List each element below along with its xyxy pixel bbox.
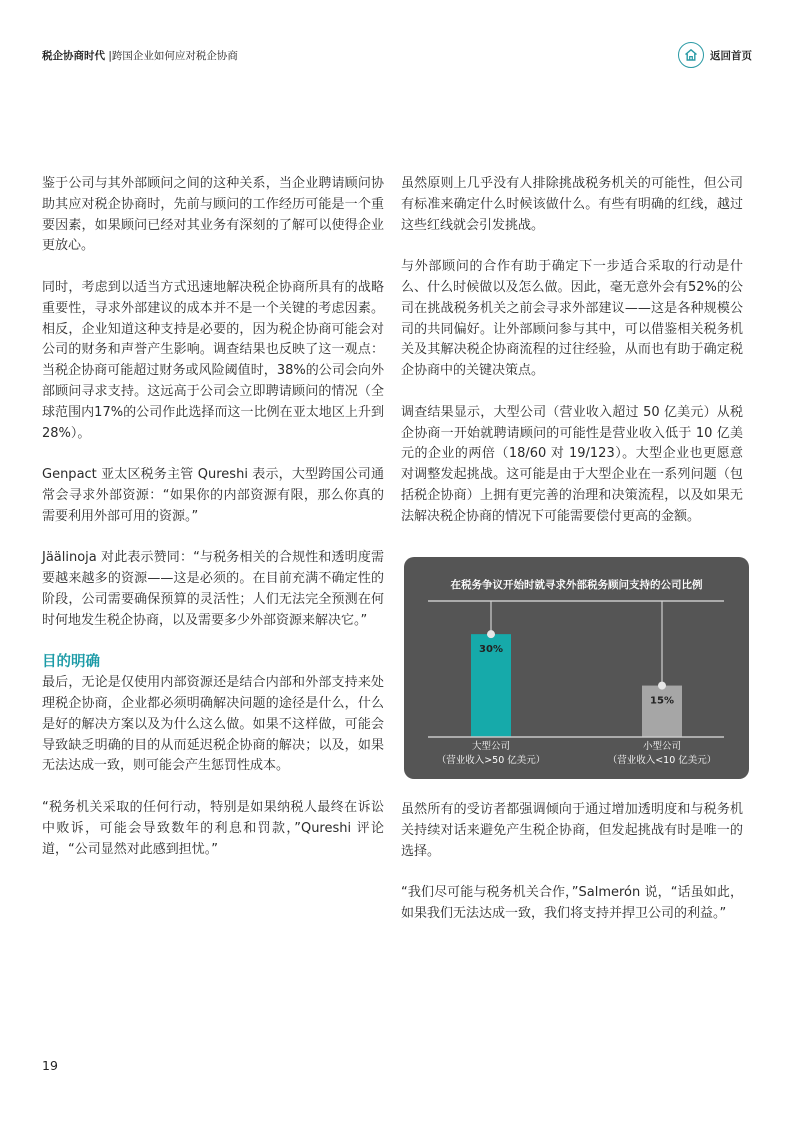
header-subtitle: |跨国企业如何应对税企协商 — [105, 50, 238, 62]
page-number: 19 — [42, 1058, 58, 1073]
paragraph: 虽然所有的受访者都强调倾向于通过增加透明度和与税务机关持续对话来避免产生税企协商，但发起挑战有时是唯一的选择。 — [401, 802, 743, 859]
category-label: 大型公司 — [471, 741, 511, 752]
section-heading: 目的明确 — [42, 654, 100, 671]
paragraph: 鉴于公司与其外部顾问之间的这种关系，当企业聘请顾问协助其应对税企协商时，先前与顾问的工作经历可能是一个重要因素，如果顾问已经对其业务有深刻的了解可以使得企业更放心。 — [42, 176, 384, 254]
chart-plot — [404, 557, 749, 779]
paragraph: 虽然原则上几乎没有人排除挑战税务机关的可能性，但公司有标准来确定什么时候该做什么。有些有明确的红线，越过这些红线就会引发挑战。 — [401, 176, 743, 233]
bar-marker — [658, 682, 666, 690]
paragraph: “税务机关采取的任何行动，特别是如果纳税人最终在诉讼中败诉，可能会导致数年的利息和罚款，”Qureshi 评论道，“公司显然对此感到担忧。” — [42, 799, 384, 857]
category-label: 小型公司 — [642, 741, 682, 752]
category-sublabel: （营业收入>50 亿美元） — [436, 755, 546, 766]
paragraph: “我们尽可能与税务机关合作，”Salmerón 说，“话虽如此，如果我们无法达成一致，我们将支持并捍卫公司的利益。” — [401, 885, 743, 921]
paragraph: 同时，考虑到以适当方式迅速地解决税企协商所具有的战略重要性，寻求外部建议的成本并不是一个关键的考虑因素。相反，企业知道这种支持是必要的，因为税企协商可能会对公司的财务和声誉产生影响。调查结果也反映了这一观点：当税企协商可能超过财务或风险阈值时，38%的公司会向外部顾问寻求支持。这远高于公司会立即聘请顾问的情况（全球范围内17%的公司作此选择而这一比例在亚太地区上升到28%）。 — [42, 279, 384, 441]
home-icon — [678, 42, 704, 68]
running-header — [42, 48, 238, 63]
paragraph: 调查结果显示，大型公司（营业收入超过 50 亿美元）从税企协商一开始就聘请顾问的可能性是营业收入低于 10 亿美元的企业的两倍（18/60 对 19/123）。大型企业也更愿意对调整发起挑战。这可能是由于大型企业在一系列问题（包括税企协商）上拥有更完善的治理和决策流程，以及如果无法解决税企协商的情况下可能需要偿付更高的金额。 — [401, 404, 743, 524]
paragraph: 最后，无论是仅使用内部资源还是结合内部和外部支持来处理税企协商，企业都必须明确解决问题的途径是什么，什么是好的解决方案以及为什么这么做。如果不这样做，可能会导致缺乏明确的目的从而延迟税企协商的解决；以及，如果无法达成一致，则可能会产生惩罚性成本。 — [42, 675, 384, 774]
paragraph: 与外部顾问的合作有助于确定下一步适合采取的行动是什么、什么时候做以及怎么做。因此，毫无意外会有52%的公司在挑战税务机关之前会寻求外部建议——这是各种规模公司的共同偏好。让外部顾问参与其中，可以借鉴相关税务机关及其解决税企协商流程的过往经验，从而也有助于确定税企协商中的关键决策点。 — [401, 259, 743, 379]
left-column — [42, 174, 384, 860]
bar-marker — [487, 630, 495, 638]
category-sublabel: （营业收入<10 亿美元） — [607, 755, 717, 766]
right-column-continued — [401, 800, 743, 925]
data-label: 30% — [479, 644, 503, 656]
paragraph: Jäälinoja 对此表示赞同：“与税务相关的合规性和透明度需要越来越多的资源——这是必须的。在目前充满不确定性的阶段，公司需要确保预算的灵活性；人们无法完全预测在何时何地发生税企协商，以及需要多少外部资源来解决它。” — [42, 550, 384, 628]
bar-chart — [404, 557, 749, 779]
paragraph: Genpact 亚太区税务主管 Qureshi 表示，大型跨国公司通常会寻求外部资源：“如果你的内部资源有限，那么你真的需要利用外部可用的资源。” — [42, 467, 384, 524]
data-label: 15% — [650, 695, 674, 707]
home-link[interactable] — [678, 42, 752, 68]
chart-title: 在税务争议开始时就寻求外部税务顾问支持的公司比例 — [450, 579, 703, 591]
header-title: 税企协商时代 — [42, 50, 105, 62]
bar — [642, 686, 682, 737]
home-link-label: 返回首页 — [710, 49, 752, 62]
right-column — [401, 174, 743, 528]
